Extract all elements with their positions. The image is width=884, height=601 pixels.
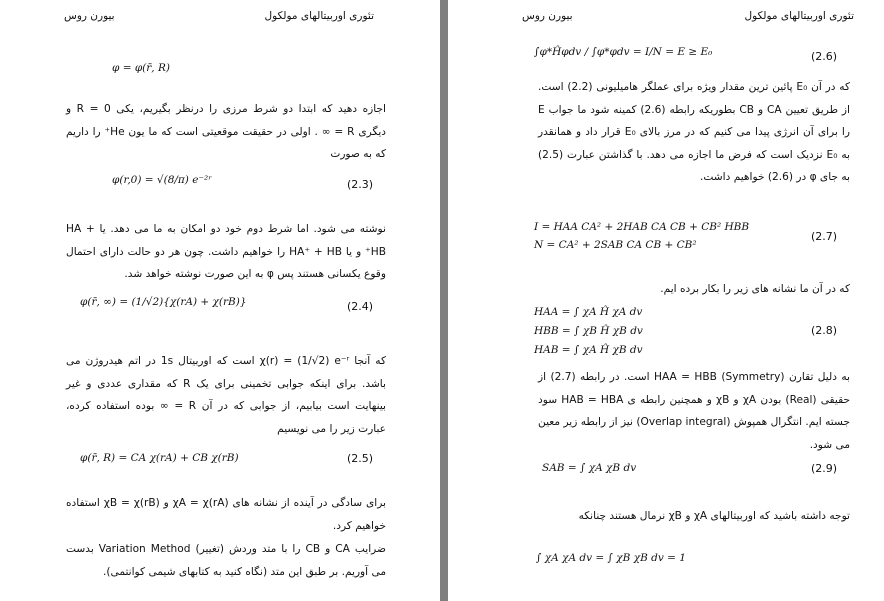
equation-normalization: ∫ χA χA dv = ∫ χB χB dv = 1	[536, 552, 686, 564]
equation-2-9: SAB = ∫ χA χB dv	[542, 462, 637, 474]
equation-number-2-6: (2.6)	[811, 50, 838, 63]
paragraph-hydrogen-orbital: که آنجا χ(r) = (1/√2) e⁻ʳ است که اوربیتال 1s در اتم هیدروژن می باشد. برای اینکه جوابی تخمینی برای یک R که مقداری عددی و غیر بینهایت است بیابیم، از جوابی که در آن R = ∞ بوده استفاده کرده، عبارت زیر را می نویسیم	[66, 355, 387, 435]
paragraph-normalized: توجه داشته باشید که اوربیتالهای χA و χB نرمال هستند چنانکه	[578, 510, 850, 522]
equation-number-2-9: (2.9)	[811, 462, 838, 475]
paragraph-variation-method: ضرایب CA و CB را با متد وردش (تغییر) Variation Method بدست می آوریم. بر طبق این متد (نگاه کنید به کتابهای شیمی کوانتمی).	[66, 543, 386, 578]
equation-2-7-line-2: N = CA² + 2SAB CA CB + CB²	[534, 239, 697, 251]
equation-2-4: φ(r̄, ∞) = (1/√2){χ(rA) + χ(rB)}	[80, 296, 247, 308]
paragraph-symmetry: به دلیل تقارن (Symmetry) HAA = HBB است. در رابطه (2.7) از حقیقی (Real) بودن χA و χB و همچنین رابطه ی HAB = HBA سود جسته ایم. انتگرال همپوش (Overlap integral) نیز از رابطه زیر معین می شود.	[538, 371, 850, 451]
equation-number-2-8: (2.8)	[811, 324, 838, 337]
equation-2-7-line-1: I = HAA CA² + 2HAB CA CB + CB² HBB	[534, 221, 750, 233]
left-page	[0, 0, 440, 601]
paragraph-boundary-conditions: اجازه دهید که ابتدا دو شرط مرزی را درنظر بگیریم، یکی R = 0 و دیگری R = ∞ . اولی در حقیقت موقعیتی است که ما یون He⁺ را داریم که به صورت	[66, 103, 386, 160]
equation-number-2-3: (2.3)	[347, 178, 374, 191]
equation-phi-definition: φ = φ(r̄, R)	[112, 62, 170, 74]
header-author: بیورن روس	[522, 10, 573, 22]
right-page	[448, 0, 884, 601]
page-header	[0, 10, 440, 26]
equation-number-2-4: (2.4)	[347, 300, 374, 313]
equation-2-5: φ(r̄, R) = CA χ(rA) + CB χ(rB)	[80, 452, 239, 464]
equation-2-8-line-3: HAB = ∫ χA Ĥ χB dv	[534, 344, 643, 356]
paragraph-second-condition: نوشته می شود. اما شرط دوم خود دو امکان به ما می دهد. یا HA + HB⁺ و یا HA⁺ + HB را خواهیم داشت. چون هر دو حالت دارای احتمال وقوع یکسانی هستند پس φ به این صورت نوشته خواهد شد.	[66, 223, 386, 280]
equation-2-3: φ(r,0) = √(8/π) e⁻²ʳ	[112, 174, 212, 186]
equation-number-2-5: (2.5)	[347, 452, 374, 465]
page-header	[448, 10, 884, 26]
paragraph-notation-used: که در آن ما نشانه های زیر را بکار برده ایم.	[660, 283, 850, 295]
paragraph-notation: برای سادگی در آینده از نشانه های χA = χ(rA) و χB = χ(rB) استفاده خواهیم کرد.	[66, 497, 386, 532]
header-title: تئوری اوربیتالهای مولکول	[744, 10, 854, 22]
equation-2-8-line-1: HAA = ∫ χA Ĥ χA dv	[534, 306, 643, 318]
equation-2-8-line-2: HBB = ∫ χB Ĥ χB dv	[534, 325, 643, 337]
equation-number-2-7: (2.7)	[811, 230, 838, 243]
header-author: بیورن روس	[64, 10, 115, 22]
header-title: تئوری اوربیتالهای مولکول	[264, 10, 374, 22]
equation-2-6: ∫φ*Ĥφdv / ∫φ*φdv = I/N = E ≥ E₀	[534, 46, 713, 58]
paragraph-lowest-eigenvalue: که در آن E₀ پائین ترین مقدار ویژه برای عملگر هامیلیونی (2.2) است. از طریق تعیین CA و CB بطوریکه رابطه (2.6) کمینه شود ما جواب E را برای آن انرژی پیدا می کنیم که در مرز بالای E₀ قرار داد و همانقدر به E₀ نزدیک است که فرض ما اجازه می دهد. با گذاشتن عبارت (2.5) به جای φ در (2.6) خواهیم داشت.	[538, 81, 851, 183]
